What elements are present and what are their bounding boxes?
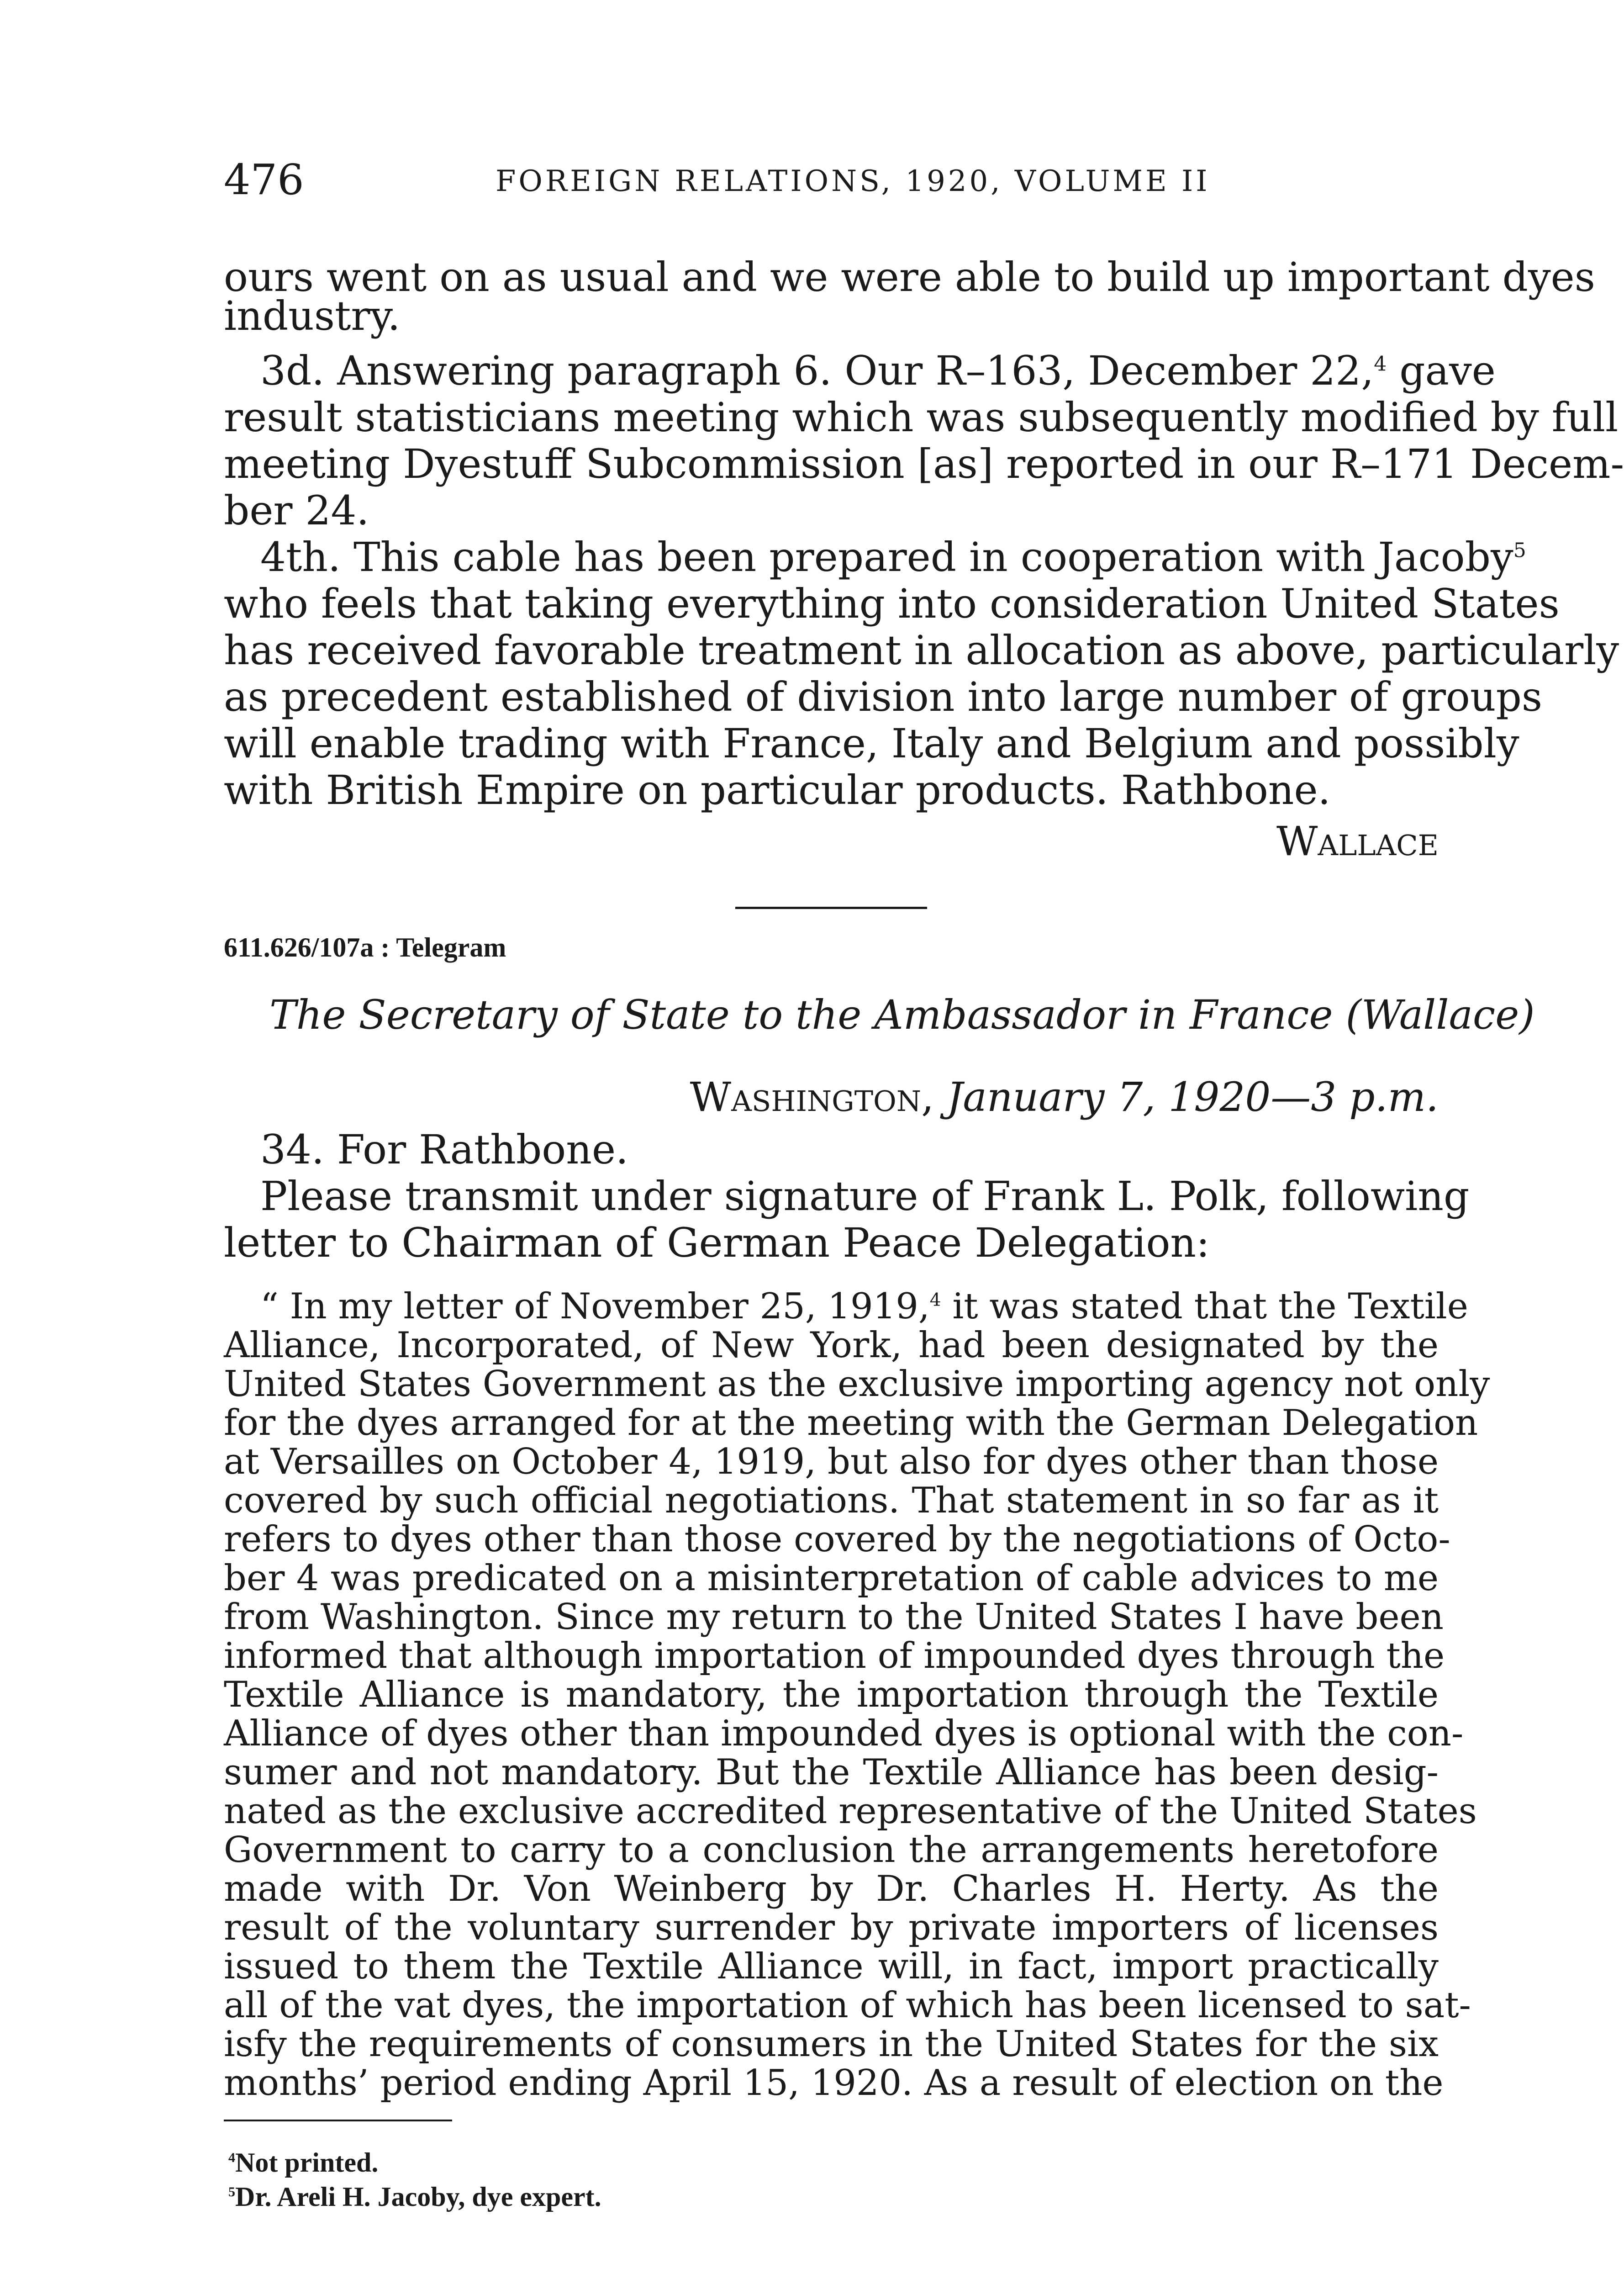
quote-line: “ In my letter of November 25, 1919,$^4$ it was stated that the Textile: [260, 1286, 1468, 1327]
file-number: 611.626/107a : Telegram: [224, 932, 506, 962]
dateline-date: January 7, 1920—3 p.m.: [947, 1073, 1439, 1121]
running-title: FOREIGN RELATIONS, 1920, VOLUME II: [496, 164, 1210, 198]
quote-line: sumer and not mandatory. But the Textile Alliance has been desig-: [224, 1752, 1439, 1793]
message-line: Please transmit under signature of Frank L. Polk, following: [260, 1173, 1470, 1220]
quote-line: refers to dyes other than those covered by the negotiations of Octo-: [224, 1519, 1450, 1560]
footnote: $^4$Not printed.: [228, 2147, 379, 2178]
quote-line: all of the vat dyes, the importation of which has been licensed to sat-: [224, 1985, 1471, 2026]
paragraph-4th-line: has received favorable treatment in allocation as above, particularly: [224, 627, 1619, 674]
quote-line: months’ period ending April 15, 1920. As a result of election on the: [224, 2062, 1444, 2104]
paragraph-3d-line: meeting Dyestuff Subcommission [as] reported in our R–171 Decem-: [224, 440, 1624, 487]
paragraph-4th-line: will enable trading with France, Italy and Belgium and possibly: [224, 720, 1519, 767]
quote-line: Alliance, Incorporated, of New York, had been designated by the: [224, 1325, 1439, 1366]
quote-line: ber 4 was predicated on a misinterpretation of cable advices to me: [224, 1558, 1439, 1599]
footnote-divider: [224, 2120, 452, 2121]
footnote-ref: 5: [1513, 539, 1526, 562]
quote-line: Textile Alliance is mandatory, the importation through the Textile: [224, 1674, 1439, 1715]
quote-line: at Versailles on October 4, 1919, but also for dyes other than those: [224, 1441, 1439, 1482]
dateline: [224, 1073, 1439, 1121]
section-divider: [735, 907, 927, 909]
dateline-place: Washington,: [690, 1073, 934, 1121]
quote-line: result of the voluntary surrender by private importers of licenses: [224, 1907, 1439, 1948]
quote-line: Alliance of dyes other than impounded dyes is optional with the con-: [224, 1713, 1464, 1754]
quote-line: made with Dr. Von Weinberg by Dr. Charles H. Herty. As the: [224, 1868, 1439, 1909]
message-line: 34. For Rathbone.: [260, 1126, 629, 1173]
paragraph-3d-line: 3d. Answering paragraph 6. Our R–163, December 22,$^4$ gave: [260, 347, 1496, 394]
quote-line: United States Government as the exclusive importing agency not only: [224, 1364, 1490, 1405]
paragraph-4th-line: who feels that taking everything into consideration United States: [224, 580, 1560, 627]
message-line: letter to Chairman of German Peace Delegation:: [224, 1219, 1210, 1266]
continuation-line: industry.: [224, 292, 401, 339]
footnote-ref: 4: [929, 1290, 941, 1311]
paragraph-4th-line: with British Empire on particular products. Rathbone.: [224, 767, 1331, 814]
quote-line: Government to carry to a conclusion the arrangements heretofore: [224, 1829, 1439, 1871]
document-title: The Secretary of State to the Ambassador in France (Wallace): [269, 991, 1535, 1038]
quote-line: covered by such official negotiations. That statement in so far as it: [224, 1480, 1439, 1521]
page-number: 476: [224, 155, 304, 204]
quote-line: isfy the requirements of consumers in the United States for the six: [224, 2024, 1439, 2065]
paragraph-3d-line: result statisticians meeting which was subsequently modified by full: [224, 394, 1619, 441]
quote-line: informed that although importation of impounded dyes through the: [224, 1635, 1445, 1676]
footnote-ref: 4: [1374, 352, 1387, 376]
signature: Wallace: [1276, 818, 1439, 865]
quote-line: issued to them the Textile Alliance will, in fact, import practically: [224, 1946, 1439, 1987]
quote-line: for the dyes arranged for at the meeting with the German Delegation: [224, 1402, 1478, 1443]
footnote: $^5$Dr. Areli H. Jacoby, dye expert.: [228, 2182, 601, 2212]
quote-line: nated as the exclusive accredited representative of the United States: [224, 1791, 1477, 1832]
continuation-line: ours went on as usual and we were able to build up important dyes: [224, 254, 1595, 301]
paragraph-4th-line: 4th. This cable has been prepared in cooperation with Jacoby$^5$: [260, 534, 1526, 581]
quote-line: from Washington. Since my return to the United States I have been: [224, 1597, 1444, 1638]
paragraph-3d-line: ber 24.: [224, 487, 369, 534]
paragraph-4th-line: as precedent established of division into large number of groups: [224, 673, 1543, 720]
